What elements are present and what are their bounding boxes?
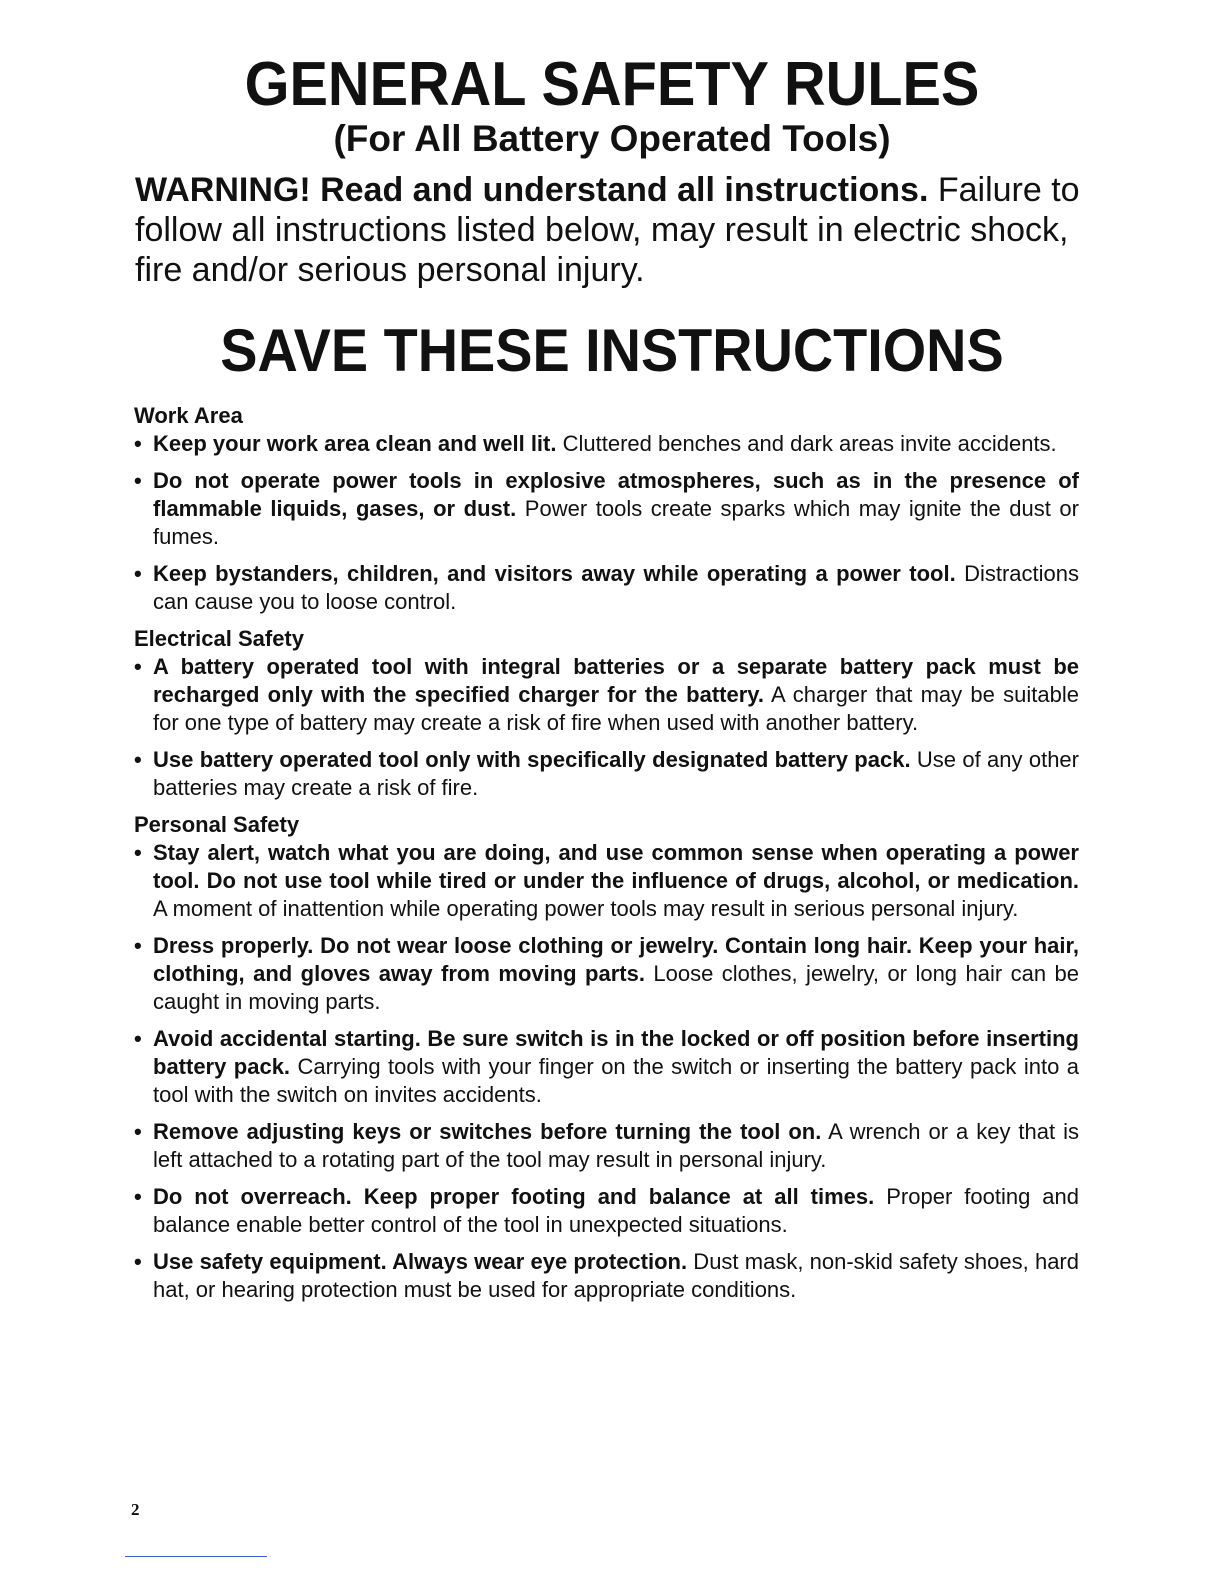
list-item xyxy=(134,430,1079,458)
item-lead: Use battery operated tool only with specifically designated battery pack. xyxy=(153,747,911,772)
bullet-icon: • xyxy=(134,1119,142,1144)
warning-lead: WARNING! Read and understand all instructions. xyxy=(135,171,929,209)
item-text: Use of any other batteries may create a risk of fire. xyxy=(153,747,1079,800)
bullet-icon: • xyxy=(134,1249,142,1274)
section-electrical-safety xyxy=(134,625,1079,802)
bullet-icon: • xyxy=(134,840,142,865)
list-item xyxy=(134,746,1079,802)
section-heading: Work Area xyxy=(134,403,243,428)
page-title: GENERAL SAFETY RULES xyxy=(244,50,980,119)
list-item xyxy=(134,1248,1079,1304)
section-personal-safety xyxy=(134,811,1079,1304)
item-lead: Avoid accidental starting. Be sure switch is in the locked or off position before inserting battery pack. xyxy=(153,1026,1079,1079)
bullet-icon: • xyxy=(134,747,142,772)
save-instructions-heading: SAVE THESE INSTRUCTIONS xyxy=(220,317,1004,384)
item-lead: Keep bystanders, children, and visitors away while operating a power tool. xyxy=(153,561,956,586)
item-lead: A battery operated tool with integral batteries or a separate battery pack must be recharged only with the specified charger for the battery. xyxy=(153,654,1079,707)
list-item xyxy=(134,932,1079,1016)
list-item xyxy=(134,560,1079,616)
rules-content xyxy=(134,402,1079,1313)
footer-rule xyxy=(125,1556,267,1557)
item-lead: Remove adjusting keys or switches before turning the tool on. xyxy=(153,1119,822,1144)
item-lead: Keep your work area clean and well lit. xyxy=(153,431,557,456)
list-item xyxy=(134,1118,1079,1174)
section-heading: Personal Safety xyxy=(134,812,300,837)
list-item xyxy=(134,1025,1079,1109)
item-lead: Do not overreach. Keep proper footing and balance at all times. xyxy=(153,1184,875,1209)
item-lead: Use safety equipment. Always wear eye protection. xyxy=(153,1249,688,1274)
bullet-icon: • xyxy=(134,1184,142,1209)
section-work-area xyxy=(134,402,1079,616)
bullet-icon: • xyxy=(134,431,142,456)
warning-text: Failure to follow all instructions listed below, may result in electric shock, fire and/or serious personal injury. xyxy=(135,171,1080,289)
item-text: Dust mask, non-skid safety shoes, hard hat, or hearing protection must be used for appropriate conditions. xyxy=(153,1249,1079,1302)
item-text: A wrench or a key that is left attached to a rotating part of the tool may result in personal injury. xyxy=(153,1119,1079,1172)
list-item xyxy=(134,467,1079,551)
bullet-icon: • xyxy=(134,654,142,679)
bullet-icon: • xyxy=(134,561,142,586)
list-item xyxy=(134,839,1079,923)
item-lead: Dress properly. Do not wear loose clothing or jewelry. Contain long hair. Keep your hair, clothing, and gloves away from moving parts. xyxy=(153,933,1079,986)
section-heading: Electrical Safety xyxy=(134,626,304,651)
item-text: A charger that may be suitable for one type of battery may create a risk of fire when used with another battery. xyxy=(153,682,1079,735)
item-lead: Do not operate power tools in explosive atmospheres, such as in the presence of flammable liquids, gases, or dust. xyxy=(153,468,1079,521)
item-text: Distractions can cause you to loose control. xyxy=(153,561,1079,614)
item-lead: Stay alert, watch what you are doing, and use common sense when operating a power tool. Do not use tool while tired or under the influence of drugs, alcohol, or medication. xyxy=(153,840,1079,893)
bullet-icon: • xyxy=(134,933,142,958)
item-text: Carrying tools with your finger on the switch or inserting the battery pack into a tool with the switch on invites accidents. xyxy=(153,1054,1079,1107)
item-text: Power tools create sparks which may ignite the dust or fumes. xyxy=(153,496,1079,549)
list-item xyxy=(134,1183,1079,1239)
bullet-icon: • xyxy=(134,468,142,493)
page-subtitle: (For All Battery Operated Tools) xyxy=(333,118,891,159)
warning-paragraph xyxy=(135,170,1095,290)
item-text: Cluttered benches and dark areas invite accidents. xyxy=(556,431,1057,456)
item-text: A moment of inattention while operating power tools may result in serious personal injury. xyxy=(153,896,1019,921)
list-item xyxy=(134,653,1079,737)
item-text: Proper footing and balance enable better control of the tool in unexpected situations. xyxy=(153,1184,1079,1237)
item-text: Loose clothes, jewelry, or long hair can be caught in moving parts. xyxy=(153,961,1079,1014)
page-number: 2 xyxy=(131,1500,140,1519)
bullet-icon: • xyxy=(134,1026,142,1051)
